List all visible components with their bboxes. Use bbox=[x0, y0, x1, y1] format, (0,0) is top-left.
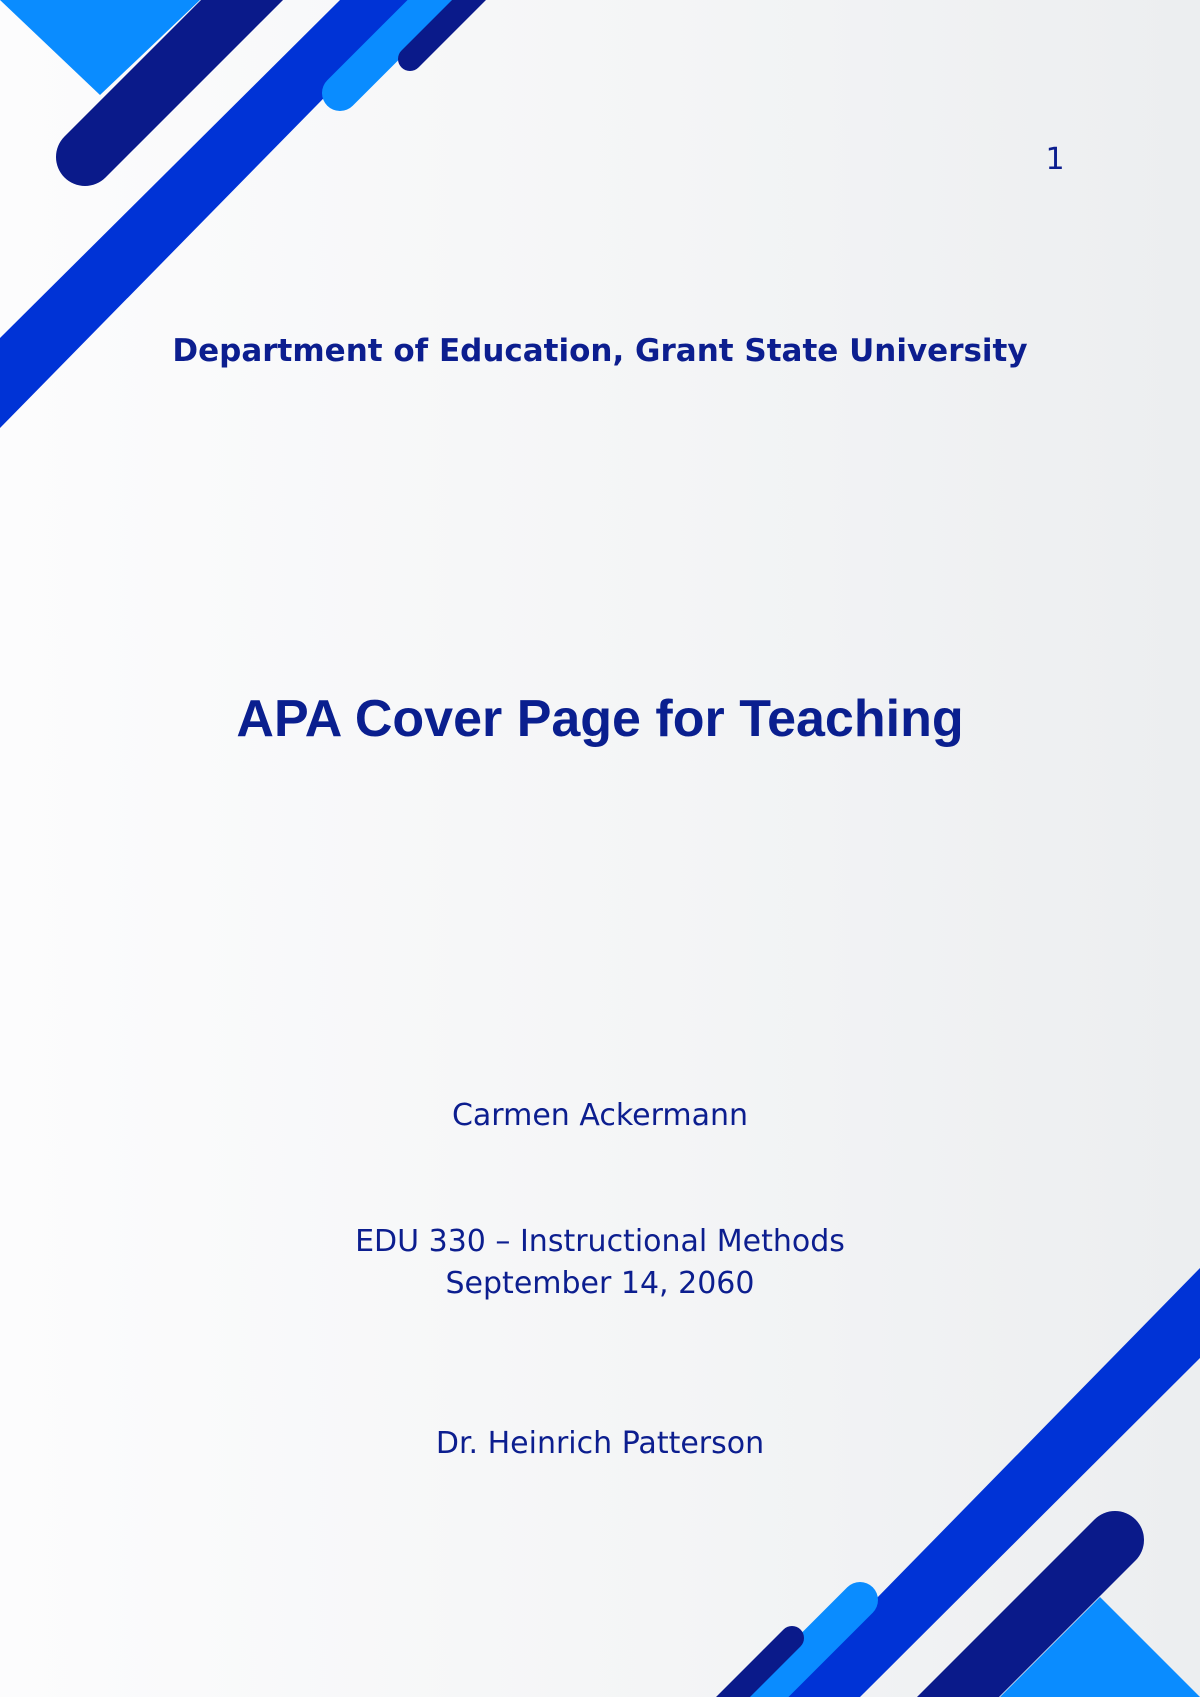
department-line: Department of Education, Grant State University bbox=[172, 333, 1028, 369]
author-name: Carmen Ackermann bbox=[451, 1098, 749, 1133]
document-title: APA Cover Page for Teaching bbox=[236, 690, 964, 748]
course-name: EDU 330 – Instructional Methods bbox=[355, 1224, 845, 1259]
page-number: 1 bbox=[1045, 142, 1065, 177]
submission-date: September 14, 2060 bbox=[445, 1266, 755, 1301]
instructor-name: Dr. Heinrich Patterson bbox=[435, 1426, 765, 1461]
